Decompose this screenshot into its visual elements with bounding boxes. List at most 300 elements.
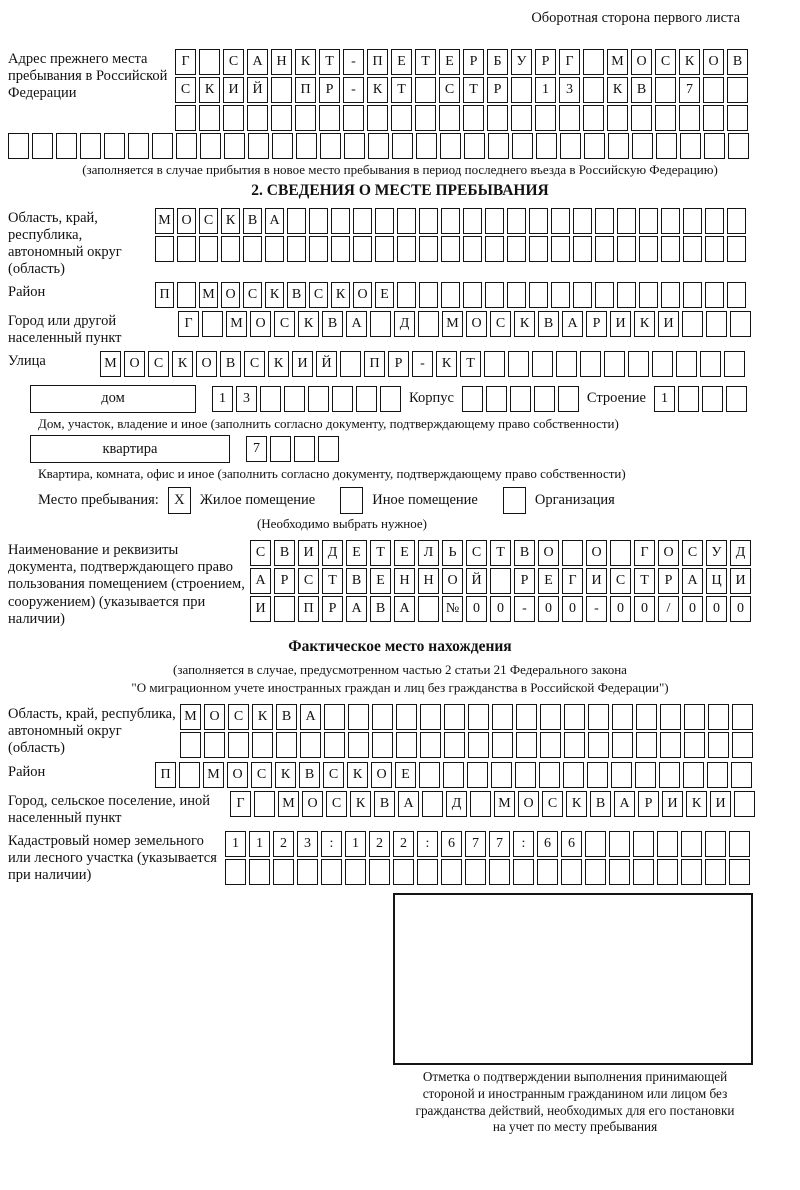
char-cell: Е xyxy=(439,49,460,75)
stay-type-caption: (Необходимо выбрать нужное) xyxy=(256,516,428,532)
char-cell xyxy=(294,436,315,462)
char-cell xyxy=(656,133,677,159)
char-cell xyxy=(573,208,592,234)
cadastral-row-2 xyxy=(225,859,750,885)
char-cell: О xyxy=(703,49,724,75)
city-row xyxy=(178,311,751,337)
char-cell: Т xyxy=(634,568,655,594)
char-cell: С xyxy=(466,540,487,566)
char-cell: - xyxy=(586,596,607,622)
char-cell xyxy=(270,436,291,462)
char-cell xyxy=(272,133,293,159)
char-cell: П xyxy=(155,282,174,308)
char-cell xyxy=(617,208,636,234)
char-cell: 1 xyxy=(654,386,675,412)
char-cell: № xyxy=(442,596,463,622)
char-cell xyxy=(510,386,531,412)
char-cell: К xyxy=(199,77,220,103)
char-cell xyxy=(271,105,292,131)
char-cell: К xyxy=(252,704,273,730)
actual-region-label: Область, край, республика, автономный округ (область) xyxy=(8,705,176,756)
char-cell xyxy=(440,133,461,159)
prev-address-row-2 xyxy=(175,77,748,103)
city-block xyxy=(8,311,792,347)
char-cell xyxy=(529,282,548,308)
char-cell: В xyxy=(631,77,652,103)
region-block xyxy=(8,208,792,278)
char-cell: С xyxy=(490,311,511,337)
char-cell: 0 xyxy=(466,596,487,622)
char-cell: 2 xyxy=(393,831,414,857)
cadastral-block xyxy=(8,831,792,885)
char-cell: И xyxy=(710,791,731,817)
char-cell xyxy=(463,208,482,234)
stay-type-row xyxy=(8,487,792,514)
district-row xyxy=(155,282,746,308)
char-cell: С xyxy=(223,49,244,75)
char-cell: Т xyxy=(460,351,481,377)
char-cell: Г xyxy=(178,311,199,337)
char-cell xyxy=(705,859,726,885)
char-cell: 1 xyxy=(345,831,366,857)
char-cell: Р xyxy=(463,49,484,75)
char-cell xyxy=(309,236,328,262)
char-cell: А xyxy=(250,568,271,594)
char-cell xyxy=(679,105,700,131)
char-cell xyxy=(732,704,753,730)
char-cell: 0 xyxy=(706,596,727,622)
char-cell xyxy=(441,208,460,234)
char-cell xyxy=(274,596,295,622)
char-cell xyxy=(415,105,436,131)
char-cell: О xyxy=(221,282,240,308)
document-row-1 xyxy=(250,540,751,566)
actual-region-row-2 xyxy=(180,732,753,758)
char-cell xyxy=(419,236,438,262)
char-cell xyxy=(463,105,484,131)
char-cell xyxy=(418,311,439,337)
char-cell: Р xyxy=(514,568,535,594)
char-cell xyxy=(324,704,345,730)
char-cell: О xyxy=(631,49,652,75)
char-cell: М xyxy=(278,791,299,817)
char-cell xyxy=(732,732,753,758)
char-cell xyxy=(611,762,632,788)
char-cell: П xyxy=(367,49,388,75)
char-cell xyxy=(529,208,548,234)
char-cell: Н xyxy=(394,568,415,594)
char-cell xyxy=(558,386,579,412)
char-cell xyxy=(369,859,390,885)
char-cell xyxy=(562,540,583,566)
char-cell: В xyxy=(538,311,559,337)
char-cell xyxy=(243,236,262,262)
char-cell: 2 xyxy=(369,831,390,857)
stamp-caption-line-3: гражданства действий, необходимых для его постановки xyxy=(415,1102,735,1118)
option-organization-label: Организация xyxy=(534,492,615,509)
char-cell: С xyxy=(610,568,631,594)
char-cell: К xyxy=(634,311,655,337)
char-cell: У xyxy=(511,49,532,75)
char-cell: К xyxy=(172,351,193,377)
char-cell: : xyxy=(321,831,342,857)
char-cell: В xyxy=(276,704,297,730)
region-row-1 xyxy=(155,208,746,234)
char-cell xyxy=(324,732,345,758)
char-cell xyxy=(535,105,556,131)
char-cell xyxy=(534,386,555,412)
char-cell xyxy=(639,208,658,234)
char-cell xyxy=(507,236,526,262)
char-cell: К xyxy=(221,208,240,234)
char-cell xyxy=(681,831,702,857)
char-cell: Й xyxy=(466,568,487,594)
char-cell: О xyxy=(302,791,323,817)
char-cell xyxy=(152,133,173,159)
char-cell: И xyxy=(610,311,631,337)
char-cell xyxy=(441,859,462,885)
char-cell: С xyxy=(243,282,262,308)
char-cell: К xyxy=(265,282,284,308)
char-cell xyxy=(612,704,633,730)
char-cell: Е xyxy=(394,540,415,566)
char-cell xyxy=(610,540,631,566)
char-cell xyxy=(511,105,532,131)
char-cell: Р xyxy=(388,351,409,377)
char-cell: : xyxy=(513,831,534,857)
char-cell xyxy=(705,236,724,262)
char-cell: Б xyxy=(487,49,508,75)
char-cell xyxy=(340,351,361,377)
char-cell xyxy=(655,77,676,103)
char-cell: 1 xyxy=(225,831,246,857)
char-cell: Е xyxy=(538,568,559,594)
prev-address-row-4 xyxy=(8,133,792,159)
char-cell xyxy=(727,105,748,131)
char-cell: В xyxy=(322,311,343,337)
char-cell: 1 xyxy=(212,386,233,412)
char-cell: Ь xyxy=(442,540,463,566)
char-cell: - xyxy=(343,49,364,75)
char-cell xyxy=(580,351,601,377)
char-cell: В xyxy=(370,596,391,622)
char-cell xyxy=(177,282,196,308)
char-cell: Р xyxy=(638,791,659,817)
char-cell xyxy=(202,311,223,337)
char-cell xyxy=(556,351,577,377)
char-cell xyxy=(636,704,657,730)
char-cell: 0 xyxy=(610,596,631,622)
district-label: Район xyxy=(8,284,46,301)
char-cell xyxy=(595,236,614,262)
char-cell: К xyxy=(566,791,587,817)
char-cell: Е xyxy=(391,49,412,75)
char-cell xyxy=(536,133,557,159)
char-cell xyxy=(224,133,245,159)
char-cell: 2 xyxy=(273,831,294,857)
char-cell xyxy=(419,208,438,234)
char-cell xyxy=(635,762,656,788)
char-cell xyxy=(551,282,570,308)
char-cell xyxy=(104,133,125,159)
char-cell xyxy=(564,704,585,730)
char-cell: К xyxy=(331,282,350,308)
char-cell xyxy=(561,859,582,885)
char-cell: Е xyxy=(346,540,367,566)
char-cell: А xyxy=(682,568,703,594)
stamp-caption xyxy=(350,1069,800,1137)
char-cell xyxy=(655,105,676,131)
char-cell xyxy=(228,732,249,758)
char-cell xyxy=(177,236,196,262)
char-cell: О xyxy=(196,351,217,377)
char-cell: А xyxy=(398,791,419,817)
apartment-number-row xyxy=(246,436,339,462)
option-other-premises-label: Иное помещение xyxy=(372,492,478,509)
char-cell xyxy=(444,704,465,730)
char-cell: И xyxy=(223,77,244,103)
char-cell: Й xyxy=(247,77,268,103)
prev-address-block xyxy=(8,49,792,131)
char-cell: Н xyxy=(271,49,292,75)
char-cell xyxy=(705,208,724,234)
checkbox-organization xyxy=(503,487,526,514)
char-cell xyxy=(507,282,526,308)
char-cell: Е xyxy=(395,762,416,788)
char-cell: А xyxy=(346,311,367,337)
char-cell xyxy=(348,704,369,730)
document-block xyxy=(8,540,792,628)
char-cell xyxy=(585,859,606,885)
char-cell: Р xyxy=(658,568,679,594)
char-cell: С xyxy=(326,791,347,817)
char-cell xyxy=(372,704,393,730)
char-cell: Е xyxy=(370,568,391,594)
char-cell xyxy=(370,311,391,337)
char-cell xyxy=(420,704,441,730)
char-cell xyxy=(465,859,486,885)
char-cell xyxy=(491,762,512,788)
char-cell xyxy=(583,49,604,75)
char-cell xyxy=(353,236,372,262)
char-cell xyxy=(492,704,513,730)
char-cell xyxy=(225,859,246,885)
char-cell xyxy=(703,105,724,131)
korpus-label: Корпус xyxy=(409,390,454,407)
char-cell: 1 xyxy=(249,831,270,857)
char-cell xyxy=(485,208,504,234)
char-cell: К xyxy=(679,49,700,75)
char-cell: В xyxy=(287,282,306,308)
char-cell: И xyxy=(586,568,607,594)
char-cell xyxy=(529,236,548,262)
char-cell: И xyxy=(298,540,319,566)
char-cell xyxy=(734,791,755,817)
char-cell xyxy=(331,208,350,234)
char-cell: А xyxy=(562,311,583,337)
apartment-row xyxy=(30,435,792,463)
char-cell: И xyxy=(250,596,271,622)
char-cell xyxy=(392,133,413,159)
char-cell xyxy=(247,105,268,131)
char-cell: К xyxy=(607,77,628,103)
char-cell: Г xyxy=(175,49,196,75)
char-cell xyxy=(684,704,705,730)
char-cell xyxy=(705,831,726,857)
char-cell xyxy=(368,133,389,159)
char-cell xyxy=(537,859,558,885)
char-cell xyxy=(676,351,697,377)
char-cell xyxy=(511,77,532,103)
char-cell xyxy=(683,208,702,234)
char-cell xyxy=(175,105,196,131)
char-cell xyxy=(724,351,745,377)
char-cell xyxy=(612,732,633,758)
char-cell xyxy=(486,386,507,412)
char-cell xyxy=(700,351,721,377)
char-cell xyxy=(260,386,281,412)
char-cell xyxy=(487,105,508,131)
char-cell xyxy=(287,208,306,234)
char-cell: В xyxy=(220,351,241,377)
stroenie-label: Строение xyxy=(586,390,646,407)
char-cell: - xyxy=(514,596,535,622)
char-cell: С xyxy=(323,762,344,788)
char-cell: Д xyxy=(730,540,751,566)
char-cell xyxy=(583,77,604,103)
char-cell xyxy=(276,732,297,758)
char-cell xyxy=(295,105,316,131)
char-cell: Г xyxy=(230,791,251,817)
char-cell xyxy=(441,236,460,262)
char-cell xyxy=(727,208,746,234)
char-cell: К xyxy=(295,49,316,75)
char-cell xyxy=(588,704,609,730)
char-cell xyxy=(595,208,614,234)
house-row xyxy=(30,385,792,413)
char-cell xyxy=(300,732,321,758)
char-cell: С xyxy=(274,311,295,337)
char-cell: Г xyxy=(562,568,583,594)
char-cell xyxy=(490,568,511,594)
char-cell: О xyxy=(371,762,392,788)
char-cell xyxy=(604,351,625,377)
char-cell xyxy=(372,732,393,758)
char-cell: А xyxy=(346,596,367,622)
char-cell xyxy=(516,732,537,758)
char-cell xyxy=(573,282,592,308)
char-cell: - xyxy=(343,77,364,103)
house-number-row xyxy=(212,386,401,412)
char-cell xyxy=(485,282,504,308)
char-cell xyxy=(587,762,608,788)
char-cell: С xyxy=(542,791,563,817)
char-cell xyxy=(657,831,678,857)
prev-address-caption: (заполняется в случае прибытия в новое место пребывания в период последнего въезда в Российскую Федерацию) xyxy=(82,162,718,177)
char-cell: О xyxy=(124,351,145,377)
char-cell xyxy=(563,762,584,788)
char-cell: 0 xyxy=(682,596,703,622)
char-cell: С xyxy=(244,351,265,377)
char-cell xyxy=(660,732,681,758)
char-cell xyxy=(682,311,703,337)
char-cell xyxy=(661,236,680,262)
char-cell: 7 xyxy=(679,77,700,103)
house-name-box: дом xyxy=(30,385,196,413)
char-cell xyxy=(492,732,513,758)
char-cell: М xyxy=(199,282,218,308)
char-cell: Д xyxy=(322,540,343,566)
char-cell: С xyxy=(251,762,272,788)
char-cell xyxy=(353,208,372,234)
char-cell xyxy=(343,105,364,131)
char-cell: О xyxy=(353,282,372,308)
char-cell: / xyxy=(658,596,679,622)
char-cell: 0 xyxy=(538,596,559,622)
char-cell: 1 xyxy=(535,77,556,103)
char-cell xyxy=(249,859,270,885)
char-cell: 7 xyxy=(465,831,486,857)
char-cell xyxy=(607,105,628,131)
char-cell: 7 xyxy=(246,436,267,462)
char-cell: И xyxy=(662,791,683,817)
char-cell: С xyxy=(250,540,271,566)
char-cell xyxy=(348,732,369,758)
actual-district-block xyxy=(8,762,792,788)
char-cell xyxy=(265,236,284,262)
char-cell xyxy=(684,732,705,758)
char-cell xyxy=(332,386,353,412)
actual-city-label: Город, сельское поселение, иной населенный пункт xyxy=(8,792,211,826)
char-cell: Т xyxy=(319,49,340,75)
char-cell xyxy=(463,282,482,308)
char-cell xyxy=(707,762,728,788)
option-residential-label: Жилое помещение xyxy=(199,492,316,509)
char-cell: С xyxy=(439,77,460,103)
char-cell xyxy=(532,351,553,377)
region-label: Область, край, республика, автономный округ (область) xyxy=(8,209,122,278)
char-cell xyxy=(80,133,101,159)
char-cell: К xyxy=(686,791,707,817)
char-cell xyxy=(703,77,724,103)
char-cell xyxy=(331,236,350,262)
char-cell: П xyxy=(155,762,176,788)
char-cell xyxy=(415,77,436,103)
char-cell: Е xyxy=(375,282,394,308)
char-cell: С xyxy=(309,282,328,308)
actual-caption-2: "О миграционном учете иностранных граждан и лиц без гражданства в Российской Федерации") xyxy=(131,679,669,695)
char-cell xyxy=(397,282,416,308)
stamp-caption-line-2: стороной и иностранным гражданином или лицом без xyxy=(422,1085,728,1101)
char-cell xyxy=(345,859,366,885)
char-cell xyxy=(540,732,561,758)
char-cell xyxy=(661,282,680,308)
street-row xyxy=(100,351,745,377)
char-cell: 3 xyxy=(236,386,257,412)
char-cell xyxy=(631,105,652,131)
char-cell xyxy=(573,236,592,262)
char-cell: Р xyxy=(535,49,556,75)
actual-city-block xyxy=(8,791,792,827)
char-cell: В xyxy=(374,791,395,817)
char-cell xyxy=(319,105,340,131)
char-cell: 6 xyxy=(561,831,582,857)
char-cell xyxy=(468,732,489,758)
char-cell: В xyxy=(727,49,748,75)
char-cell: М xyxy=(100,351,121,377)
cadastral-label: Кадастровый номер земельного или лесного участка (указывается при наличии) xyxy=(8,832,217,883)
char-cell xyxy=(462,386,483,412)
